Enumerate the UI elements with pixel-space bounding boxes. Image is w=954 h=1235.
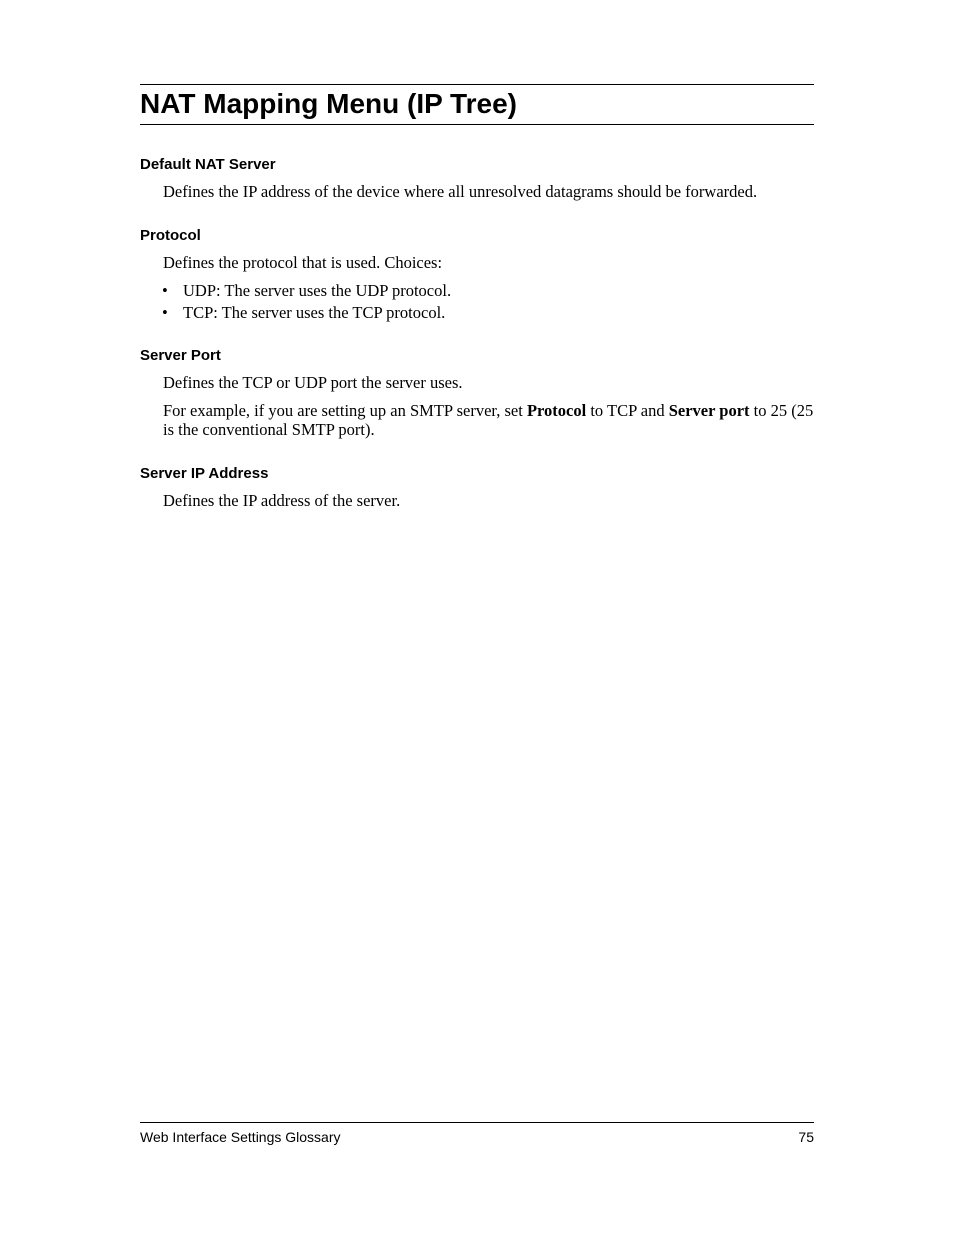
section-default-nat-server	[140, 156, 814, 201]
bullet-icon: •	[162, 281, 168, 300]
list-item	[140, 280, 814, 302]
example-paragraph	[163, 401, 814, 439]
page-number: 75	[798, 1129, 814, 1145]
title-rule-top	[140, 84, 814, 85]
section-paragraph: Defines the IP address of the server.	[163, 491, 401, 510]
protocol-choices-list	[140, 280, 814, 324]
example-text: For example, if you are setting up an SMTP server, set	[163, 401, 527, 420]
list-item	[140, 302, 814, 324]
list-item-text: UDP: The server uses the UDP protocol.	[183, 281, 452, 300]
bullet-icon: •	[162, 303, 168, 322]
example-bold-protocol: Protocol	[526, 401, 587, 420]
footer-title: Web Interface Settings Glossary	[140, 1129, 341, 1145]
section-protocol	[140, 227, 814, 324]
list-item-text: TCP: The server uses the TCP protocol.	[183, 303, 446, 322]
example-text: to 25 (25 is the conventional SMTP port).	[163, 401, 814, 439]
section-server-ip-address	[140, 465, 814, 510]
title-rule-bottom	[140, 124, 814, 125]
section-server-port	[140, 347, 814, 439]
example-bold-server-port: Server port	[668, 401, 750, 420]
section-heading: Server Port	[140, 347, 221, 364]
section-heading: Default NAT Server	[140, 156, 276, 173]
page-title: NAT Mapping Menu (IP Tree)	[140, 88, 517, 119]
section-paragraph: Defines the IP address of the device where all unresolved datagrams should be forwarded.	[163, 182, 758, 201]
page-footer	[140, 1122, 814, 1146]
section-paragraph: Defines the TCP or UDP port the server uses.	[163, 373, 463, 392]
document-page	[140, 84, 814, 510]
example-text: to TCP and	[586, 401, 669, 420]
section-paragraph: Defines the protocol that is used. Choices:	[163, 253, 443, 272]
section-heading: Protocol	[140, 227, 201, 244]
section-heading: Server IP Address	[140, 465, 269, 482]
